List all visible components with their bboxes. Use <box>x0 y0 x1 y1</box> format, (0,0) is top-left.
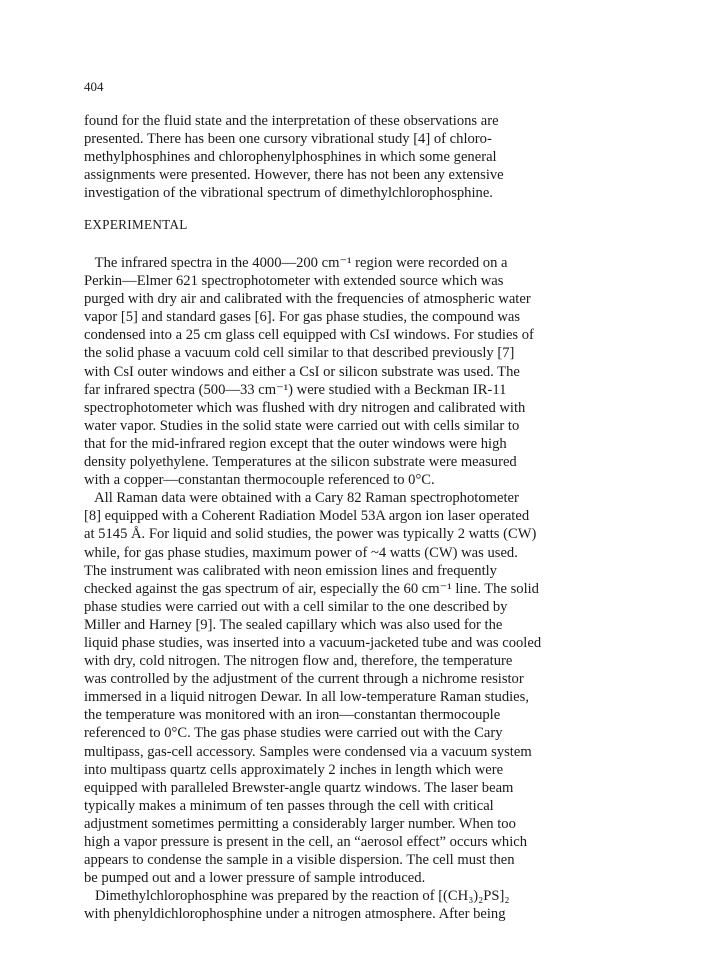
text-line: that for the mid-infrared region except that the outer windows were high <box>84 435 507 452</box>
text-line: purged with dry air and calibrated with the frequencies of atmospheric water <box>84 291 531 308</box>
text-line: assignments were presented. However, there has not been any extensive <box>84 167 504 184</box>
text-line: the solid phase a vacuum cold cell similar to that described previously [7] <box>84 345 515 362</box>
text-line: The infrared spectra in the 4000—200 cm⁻¹ region were recorded on a <box>84 255 508 271</box>
text-line: All Raman data were obtained with a Cary 82 Raman spectrophotometer <box>84 490 519 507</box>
text-line: was controlled by the adjustment of the current through a nichrome resistor <box>84 671 524 688</box>
text-line: found for the fluid state and the interpretation of these observations are <box>84 113 499 129</box>
text-line: with CsI outer windows and either a CsI or silicon substrate was used. The <box>84 363 520 380</box>
text-line: methylphosphines and chlorophenylphosphines in which some general <box>84 149 497 166</box>
text-line: typically makes a minimum of ten passes through the cell with critical <box>84 797 494 814</box>
text-line: phase studies were carried out with a cell similar to the one described by <box>84 598 508 615</box>
text-line: condensed into a 25 cm glass cell equipped with CsI windows. For studies of <box>84 327 534 344</box>
text-line: high a vapor pressure is present in the cell, an “aerosol effect” occurs which <box>84 834 528 850</box>
text-line: checked against the gas spectrum of air, especially the 60 cm⁻¹ line. The solid <box>84 580 539 597</box>
text-line: liquid phase studies, was inserted into a vacuum-jacketed tube and was cooled <box>84 634 542 651</box>
text-line: [8] equipped with a Coherent Radiation Model 53A argon ion laser operated <box>84 508 530 525</box>
text-line: multipass, gas-cell accessory. Samples were condensed via a vacuum system <box>84 743 532 760</box>
text-line: Miller and Harney [9]. The sealed capillary which was also used for the <box>84 616 503 633</box>
text-line: the temperature was monitored with an iron—constantan thermocouple <box>84 707 501 724</box>
text-line: with a copper—constantan thermocouple referenced to 0°C. <box>84 472 435 489</box>
text-line: equipped with paralleled Brewster-angle quartz windows. The laser beam <box>84 779 514 796</box>
text-line: investigation of the vibrational spectrum of dimethylchlorophosphine. <box>84 185 493 202</box>
text-line: while, for gas phase studies, maximum power of ~4 watts (CW) was used. <box>84 544 518 561</box>
text-line: presented. There has been one cursory vibrational study [4] of chloro- <box>84 131 492 148</box>
text-line: with phenyldichlorophosphine under a nitrogen atmosphere. After being <box>84 906 506 923</box>
text-line: with dry, cold nitrogen. The nitrogen flow and, therefore, the temperature <box>84 653 513 670</box>
text-line: appears to condense the sample in a visible dispersion. The cell must then <box>84 852 515 869</box>
text-line: into multipass quartz cells approximately 2 inches in length which were <box>84 761 504 778</box>
text-line: immersed in a liquid nitrogen Dewar. In all low-temperature Raman studies, <box>84 689 529 706</box>
text-line: The instrument was calibrated with neon emission lines and frequently <box>84 562 497 579</box>
text-line: far infrared spectra (500—33 cm⁻¹) were studied with a Beckman IR-11 <box>84 381 507 398</box>
text-line: Dimethylchlorophosphine was prepared by the reaction of [(CH₃)₂PS]₂ <box>84 888 510 905</box>
section-heading: EXPERIMENTAL <box>84 217 188 232</box>
intro-paragraph <box>84 112 644 202</box>
page-number: 404 <box>84 79 104 94</box>
text-line: Perkin—Elmer 621 spectrophotometer with extended source which was <box>84 273 504 290</box>
text-line: referenced to 0°C. The gas phase studies were carried out with the Cary <box>84 725 503 742</box>
text-line: density polyethylene. Temperatures at the silicon substrate were measured <box>84 454 517 471</box>
text-line: vapor [5] and standard gases [6]. For gas phase studies, the compound was <box>84 309 521 326</box>
text-line: spectrophotometer which was flushed with dry nitrogen and calibrated with <box>84 399 526 416</box>
text-line: at 5145 Å. For liquid and solid studies, the power was typically 2 watts (CW) <box>84 526 537 543</box>
experimental-section-text <box>84 254 644 923</box>
text-line: adjustment sometimes permitting a considerably larger number. When too <box>84 815 516 832</box>
text-line: water vapor. Studies in the solid state were carried out with cells similar to <box>84 417 520 434</box>
text-line: be pumped out and a lower pressure of sample introduced. <box>84 870 426 887</box>
